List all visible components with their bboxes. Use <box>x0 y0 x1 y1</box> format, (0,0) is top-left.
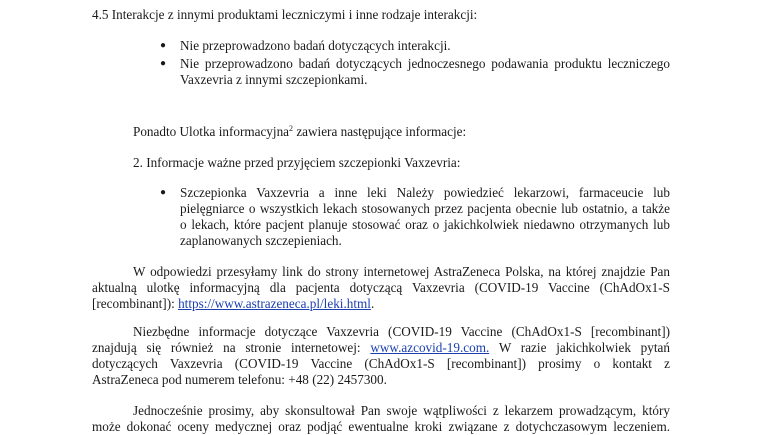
bullet-icon: ● <box>160 40 167 51</box>
paragraph-line: aktualną ulotkę informacyjną dla pacjenta dotyczącą Vaxzevria (COVID-19 Vaccine (ChAdOx1-S <box>92 280 670 295</box>
list-item: Nie przeprowadzono badań dotyczących jednoczesnego podawania produktu leczniczego <box>180 56 670 71</box>
paragraph-line: znajdują się również na stronie internetowej: www.azcovid-19.com. W razie jakichkolwiek pytań <box>92 340 670 355</box>
paragraph-line: o lekach, które pacjent planuje stosować oraz o jakichkolwiek niedawno otrzymanych lub <box>180 217 670 232</box>
paragraph-line: Niezbędne informacje dotyczące Vaxzevria (COVID-19 Vaccine (ChAdOx1-S [recombinant]) <box>133 324 670 339</box>
bullet-icon: ● <box>160 187 167 198</box>
ulotka-intro: Ponadto Ulotka informacyjna$^2$ zawiera następujące informacje: <box>133 124 467 139</box>
section-heading-2: 2. Informacje ważne przed przyjęciem szczepionki Vaxzevria: <box>133 155 461 170</box>
paragraph-line: W odpowiedzi przesyłamy link do strony internetowej AstraZeneca Polska, na której znajdzie Pan <box>133 264 670 279</box>
astrazeneca-leki-link[interactable]: https://www.astrazeneca.pl/leki.html <box>178 296 371 311</box>
paragraph-line: AstraZeneca pod numerem telefonu: +48 (22) 2457300. <box>92 372 387 387</box>
footnote-marker: 2 <box>289 124 294 133</box>
paragraph-line: Szczepionka Vaxzevria a inne leki Należy powiedzieć lekarzowi, farmaceucie lub <box>180 185 670 200</box>
paragraph-line: Jednocześnie prosimy, aby skonsultował Pan swoje wątpliwości z lekarzem prowadzącym, który <box>133 403 670 418</box>
paragraph-line: zaplanowanych szczepieniach. <box>180 233 342 248</box>
azcovid-link[interactable]: www.azcovid-19.com. <box>370 340 490 355</box>
paragraph-line: może dokonać oceny medycznej oraz podjąć ewentualne kroki związane z dotychczasowym leczeniem. <box>92 419 670 434</box>
section-heading-4-5: 4.5 Interakcje z innymi produktami leczniczymi i inne rodzaje interakcji: <box>92 7 478 22</box>
list-item-continuation: Vaxzevria z innymi szczepionkami. <box>180 72 368 87</box>
paragraph-line: [recombinant]): https://www.astrazeneca.pl/leki.html. <box>92 296 375 311</box>
paragraph-line: pielęgniarce o wszystkich lekach stosowanych przez pacjenta obecnie lub ostatnio, a także <box>180 201 670 216</box>
paragraph-line: dotyczących Vaxzevria (COVID-19 Vaccine (ChAdOx1-S [recombinant]) prosimy o kontakt z <box>92 356 670 371</box>
list-item: Nie przeprowadzono badań dotyczących interakcji. <box>180 38 451 53</box>
bullet-icon: ● <box>160 58 167 69</box>
